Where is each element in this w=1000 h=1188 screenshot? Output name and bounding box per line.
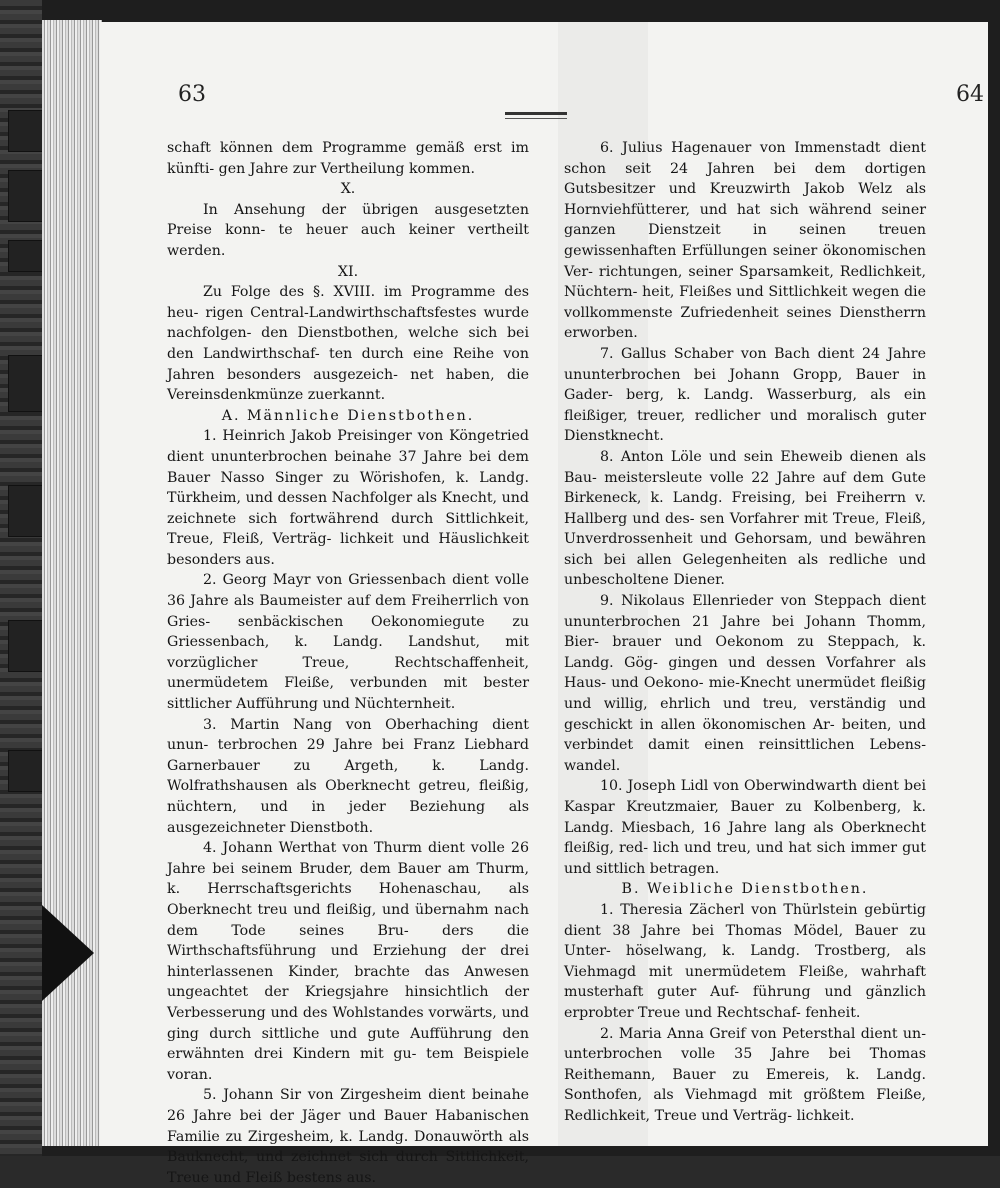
left-column xyxy=(167,138,529,1188)
binding-tab xyxy=(8,485,44,537)
paragraph: Zu Folge des §. XVIII. im Programme des heu- rigen Central-Landwirthschaftsfestes wurde nachfolgen- den Dienstbothen, welche sich bei den Landwirthschaf- ten durch eine Reihe von Jahren besonders ausgezeich- net haben, die Vereinsdenkmünze zuerkannt. xyxy=(167,284,529,404)
binding-tab xyxy=(8,620,44,672)
paragraph: schaft können dem Programme gemäß erst im künfti- gen Jahre zur Vertheilung kommen. xyxy=(167,140,529,177)
subsection-heading: A. Männliche Dienstbothen. xyxy=(221,407,475,424)
page-number-right: 64 xyxy=(956,82,984,107)
paragraph: 9. Nikolaus Ellenrieder von Steppach dient ununterbrochen 21 Jahre bei Johann Thomm, Bier- brauer und Oekonom zu Steppach, k. Landg. Gög- gingen und dessen Vorfahrer als Haus- und Oekono- mie-Knecht unermüdet fleißig und willig, ehrlich und treu, verständig und geschickt in allen ökonomischen Ar- beiten, und verbindet damit einen reinsittlichen Lebens- wandel. xyxy=(564,593,926,774)
paragraph: 5. Johann Sir von Zirgesheim dient beinahe 26 Jahre bei der Jäger und Bauer Habanischen Familie zu Zirgesheim, k. Landg. Donauwörth als Bauknecht, und zeichnet sich durch Sittlichkeit, Treue und Fleiß bestens aus. xyxy=(167,1087,529,1186)
section-heading: XI. xyxy=(337,263,359,280)
binding-tab xyxy=(8,110,44,152)
subsection-heading: B. Weibliche Dienstbothen. xyxy=(621,881,869,898)
page-number-left: 63 xyxy=(178,82,206,107)
paragraph: 1. Heinrich Jakob Preisinger von Köngetried dient ununterbrochen beinahe 37 Jahre bei dem Bauer Nasso Singer zu Wörishofen, k. Landg. Türkheim, und dessen Nachfolger als Knecht, und zeichnete sich fortwährend durch Sittlichkeit, Treue, Fleiß, Verträg- lichkeit und Häuslichkeit besonders aus. xyxy=(167,428,529,568)
paragraph: 2. Maria Anna Greif von Petersthal dient un- unterbrochen volle 35 Jahre bei Thomas Reithemann, Bauer zu Emereis, k. Landg. Sonthofen, als Viehmagd mit größtem Fleiße, Redlichkeit, Treue und Verträg- lichkeit. xyxy=(564,1025,926,1124)
page-corner-marker xyxy=(42,905,94,1001)
paragraph: 1. Theresia Zächerl von Thürlstein gebürtig dient 38 Jahre bei Thomas Mödel, Bauer zu Unter- höselwang, k. Landg. Trostberg, als Viehmagd mit unermüdetem Fleiße, wahrhaft musterhaft guter Auf- führung und gänzlich erprobter Treue und Rechtschaf- fenheit. xyxy=(564,901,926,1021)
binding-tab xyxy=(8,170,44,222)
paragraph: 10. Joseph Lidl von Oberwindwarth dient bei Kaspar Kreutzmaier, Bauer zu Kolbenberg, k. Landg. Miesbach, 16 Jahre lang als Oberknecht fleißig, red- lich und treu, und hat sich immer gut und sittlich betragen. xyxy=(564,778,926,877)
binding-tab xyxy=(8,240,44,272)
book-page xyxy=(100,22,988,1186)
binding-tab xyxy=(8,750,44,792)
paragraph: 3. Martin Nang von Oberhaching dient unun- terbrochen 29 Jahre bei Franz Liebhard Garnerbauer zu Argeth, k. Landg. Wolfrathshausen als Oberknecht getreu, fleißig, nüchtern, und in jeder Beziehung als ausgezeichneter Dienstboth. xyxy=(167,716,529,836)
right-column xyxy=(564,138,926,1127)
paragraph: 4. Johann Werthat von Thurm dient volle 26 Jahre bei seinem Bruder, dem Bauer am Thurm, k. Herrschaftsgerichts Hohenaschau, als Oberknecht treu und fleißig, und übernahm nach dem Tode seines Bru- ders die Wirthschaftsführung und Erziehung der drei hinterlassenen Kinder, brachte das Anwesen ungeachtet der Kriegsjahre hinsichtlich der Verbesserung und des Wohlstandes vorwärts, und ging durch sittliche und gute Aufführung den erwähnten drei Kindern mit gu- tem Beispiele voran. xyxy=(167,840,529,1083)
paragraph: 6. Julius Hagenauer von Immenstadt dient schon seit 24 Jahren bei dem dortigen Gutsbesitzer und Kreuzwirth Jakob Welz als Hornviehfütterer, und hat sich während seiner ganzen Dienstzeit in seinen treuen gewissenhaften Erfüllungen seiner ökonomischen Ver- richtungen, seiner Sparsamkeit, Redlichkeit, Nüchtern- heit, Fleißes und Sittlichkeit wegen die vollkommenste Zufriedenheit seines Dienstherrn erworben. xyxy=(564,140,926,342)
paragraph: In Ansehung der übrigen ausgesetzten Preise konn- te heuer auch keiner vertheilt werden. xyxy=(167,201,529,259)
section-heading: X. xyxy=(340,181,356,198)
paragraph: 8. Anton Löle und sein Eheweib dienen als Bau- meistersleute volle 22 Jahre auf dem Gute Birkeneck, k. Landg. Freising, bei Freiherrn v. Hallberg und des- sen Vorfahrer mit Treue, Fleiß, Unverdrossenheit und Gehorsam, und bewähren sich bei allen Gelegenheiten als redliche und unbescholtene Diener. xyxy=(564,448,926,589)
binding-tab xyxy=(8,355,44,412)
paragraph: 2. Georg Mayr von Griessenbach dient volle 36 Jahre als Baumeister auf dem Freiherrlich von Gries- senbäckischen Oekonomiegute zu Griessenbach, k. Landg. Landshut, mit vorzüglicher Treue, Rechtschaffenheit, unermüdetem Fleiße, verbunden mit bester sittlicher Aufführung und Nüchternheit. xyxy=(167,572,529,713)
paragraph: 7. Gallus Schaber von Bach dient 24 Jahre ununterbrochen bei Johann Gropp, Bauer in Gader- berg, k. Landg. Wasserburg, als ein fleißiger, treuer, redlicher und moralisch guter Dienstknecht. xyxy=(564,345,926,445)
header-rule xyxy=(505,112,567,115)
